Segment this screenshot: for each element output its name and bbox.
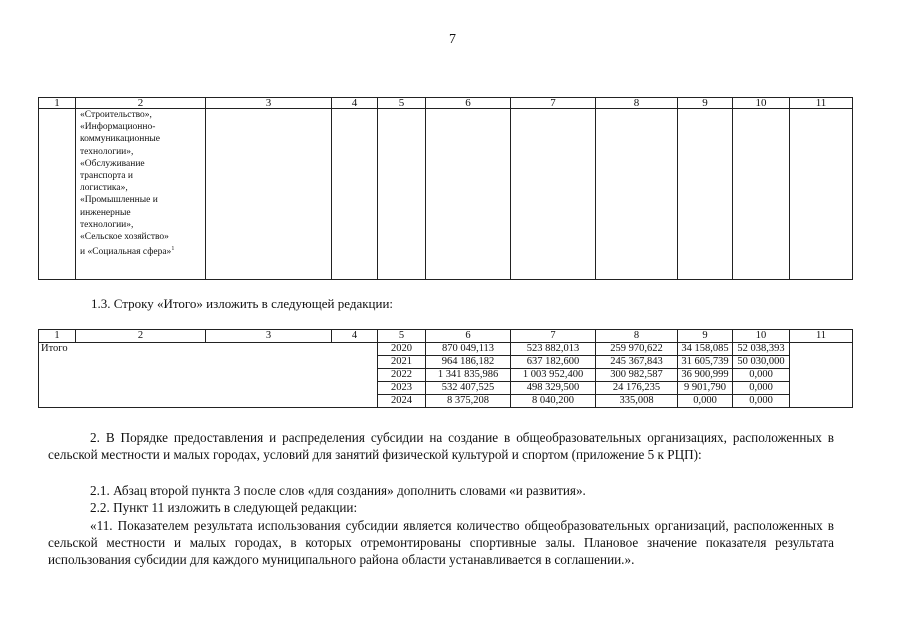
table2-header-cell: 4	[332, 330, 378, 343]
value-cell: 31 605,739	[678, 356, 733, 369]
table1-header-cell: 11	[790, 98, 853, 109]
table2-header-cell: 10	[733, 330, 790, 343]
table1-header-row	[39, 98, 853, 109]
table2-header-cell: 3	[206, 330, 332, 343]
value-cell: 36 900,999	[678, 369, 733, 382]
value-cell: 870 049,113	[426, 343, 511, 356]
table2-header-row	[39, 330, 853, 343]
sector-line: коммуникационные	[80, 134, 161, 145]
sector-line: «Промышленные и	[80, 195, 158, 206]
year-cell: 2023	[378, 382, 426, 395]
sector-line: «Обслуживание	[80, 158, 145, 169]
sector-line: «Сельское хозяйство»	[80, 232, 169, 243]
year-cell: 2020	[378, 343, 426, 356]
value-cell: 532 407,525	[426, 382, 511, 395]
sector-line: инженерные	[80, 207, 131, 218]
value-cell: 0,000	[678, 395, 733, 408]
table2-header-cell: 5	[378, 330, 426, 343]
table1-header-cell: 5	[378, 98, 426, 109]
year-cell: 2021	[378, 356, 426, 369]
sector-line: логистика»,	[80, 183, 128, 194]
sector-line: технологии»,	[80, 146, 134, 157]
value-cell: 1 341 835,986	[426, 369, 511, 382]
paragraph-2-1: 2.1. Абзац второй пункта 3 после слов «для создания» дополнить словами «и развития».	[90, 483, 586, 498]
value-cell: 335,008	[596, 395, 678, 408]
paragraph-1-3: 1.3. Строку «Итого» изложить в следующей редакции:	[91, 296, 394, 311]
value-cell: 300 982,587	[596, 369, 678, 382]
table1-header-cell: 7	[511, 98, 596, 109]
table1-header-cell: 10	[733, 98, 790, 109]
value-cell: 0,000	[733, 369, 790, 382]
table2-header-cell: 7	[511, 330, 596, 343]
value-cell: 0,000	[733, 382, 790, 395]
table2-header-cell: 2	[76, 330, 206, 343]
sector-line: и «Социальная сфера»	[80, 247, 172, 258]
table1-header-cell: 3	[206, 98, 332, 109]
value-cell: 523 882,013	[511, 343, 596, 356]
year-cell: 2022	[378, 369, 426, 382]
value-cell: 637 182,600	[511, 356, 596, 369]
value-cell: 34 158,085	[678, 343, 733, 356]
value-cell: 50 030,000	[733, 356, 790, 369]
table2-header-cell: 8	[596, 330, 678, 343]
total-label: Итого	[39, 343, 378, 408]
table1-header-cell: 9	[678, 98, 733, 109]
sector-line: транспорта и	[80, 171, 133, 182]
value-cell: 964 186,182	[426, 356, 511, 369]
table1-header-cell: 4	[332, 98, 378, 109]
paragraph-2: 2. В Порядке предоставления и распределения субсидии на создание в общеобразовательных организациях, расположенных в сельской местности и малых городах, условий для занятий физической культурой и спортом (приложение 5 к РЦП):	[48, 430, 834, 462]
value-cell: 1 003 952,400	[511, 369, 596, 382]
table1-body-row	[39, 109, 853, 280]
value-cell: 9 901,790	[678, 382, 733, 395]
table1-header-cell: 8	[596, 98, 678, 109]
value-cell: 0,000	[733, 395, 790, 408]
value-cell: 245 367,843	[596, 356, 678, 369]
value-cell: 498 329,500	[511, 382, 596, 395]
continuation-table	[38, 97, 853, 280]
sector-list	[76, 109, 206, 280]
sector-line: «Информационно-	[80, 122, 156, 133]
sector-line: «Строительство»,	[80, 110, 152, 120]
year-cell: 2024	[378, 395, 426, 408]
paragraph-11: «11. Показателем результата использования субсидии является количество общеобразовательных организаций, расположенных в сельской местности и малых городах, в которых отремонтированы спортивные залы. Плановое значение показателя результата использования субсидии для каждого муниципального района области устанавливается в соглашении.».	[48, 518, 834, 567]
table1-header-cell: 6	[426, 98, 511, 109]
table2-header-cell: 6	[426, 330, 511, 343]
table2-header-cell: 11	[790, 330, 853, 343]
value-cell: 52 038,393	[733, 343, 790, 356]
table1-header-cell: 1	[39, 98, 76, 109]
totals-table	[38, 329, 853, 408]
footnote-mark: 1	[171, 246, 175, 253]
value-cell: 259 970,622	[596, 343, 678, 356]
sector-line: технологии»,	[80, 219, 134, 230]
value-cell: 8 040,200	[511, 395, 596, 408]
table-row	[39, 343, 853, 356]
paragraph-2-2: 2.2. Пункт 11 изложить в следующей редакции:	[90, 500, 358, 515]
table1-header-cell: 2	[76, 98, 206, 109]
table2-header-cell: 9	[678, 330, 733, 343]
page-number: 7	[449, 32, 456, 47]
value-cell: 8 375,208	[426, 395, 511, 408]
value-cell: 24 176,235	[596, 382, 678, 395]
table2-header-cell: 1	[39, 330, 76, 343]
